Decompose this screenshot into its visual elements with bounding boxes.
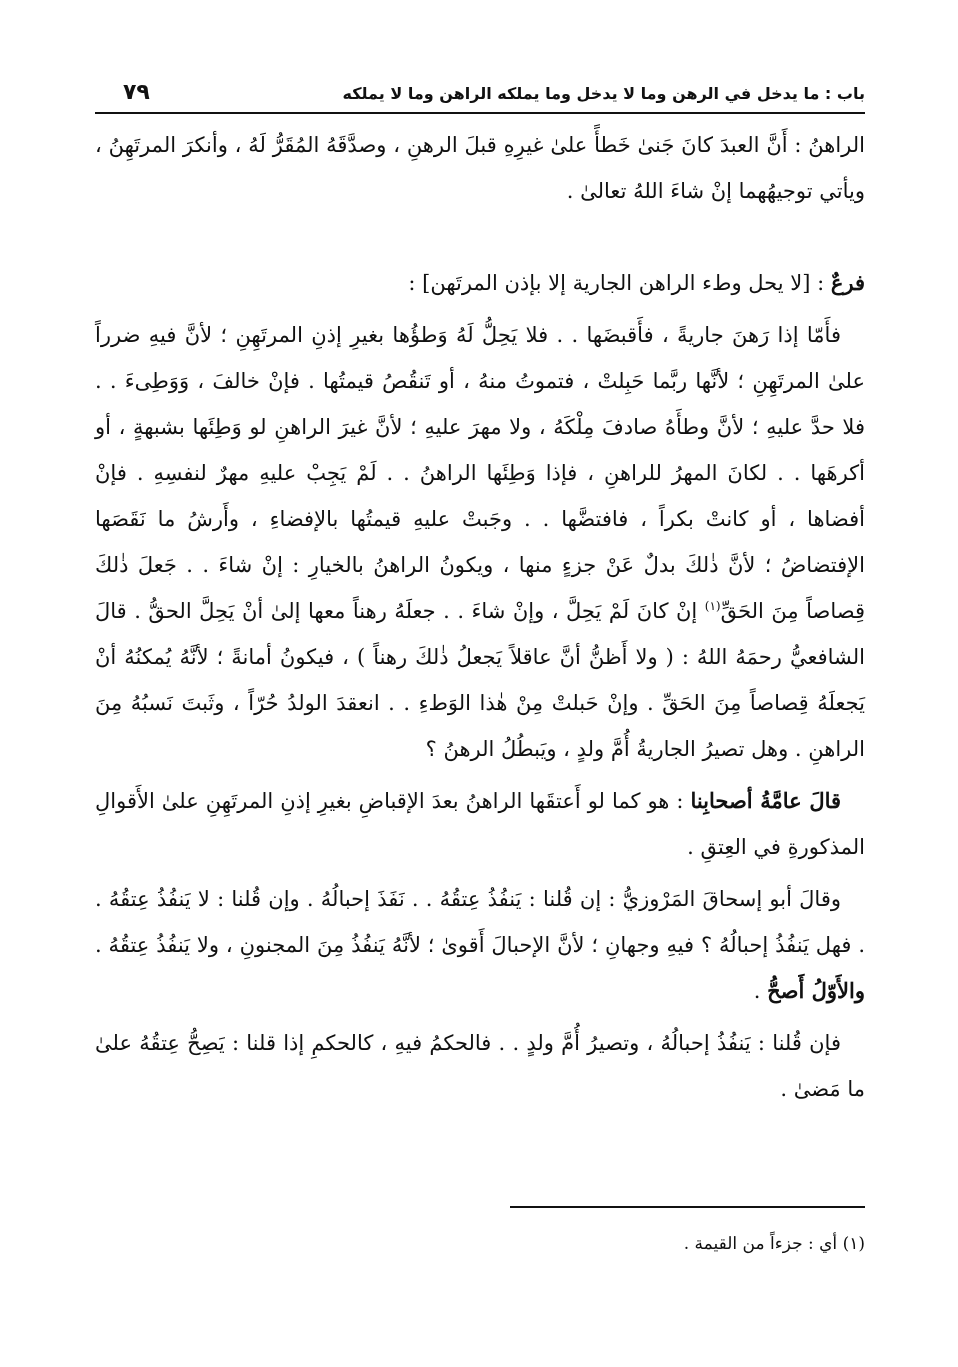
page-header xyxy=(95,78,865,114)
paragraph xyxy=(95,876,865,1014)
footnote-reference[interactable]: (١) xyxy=(704,599,721,613)
book-page xyxy=(95,78,865,1278)
paragraph-text: فإن قُلنا : يَنفُذُ إحبالُهُ ، وتصيرُ أُمَّ ولدٍ . . فالحكمُ فيهِ ، كالحكمِ إذا قلنا : يَصِحُّ عِتقُهُ علىٰ ما مَضىٰ . xyxy=(95,1031,865,1101)
page-number: ٧٩ xyxy=(123,80,150,105)
section-gap xyxy=(95,220,865,260)
paragraph-text: فأَمّا إذا رَهنَ جاريةً ، فأَقبضَها . . فلا يَحِلُّ لَهُ وَطؤُها بغيرِ إذنِ المرتَهِنِ ؛ لأنَّ فيهِ ضرراً علىٰ المرتَهِنِ ؛ لأنَّها ربَّما حَبِلتْ ، فتموتُ منهُ ، أو تَنقُصُ قيمتُها . فإنْ خالفَ ، وَوَطِىءَ . . فلا حدَّ عليهِ ؛ لأنَّ وطأَهُ صادفَ مِلْكَهُ ، ولا مهرَ عليهِ ؛ لأنَّ غيرَ الراهنِ لو وَطِئَها بشبهةٍ ، أو أكرهَها . . لكانَ المهرُ للراهنِ ، فإذا وَطِئَها الراهنُ . . لَمْ يَجِبْ عليهِ مهرٌ لنفسِهِ . فإنْ أفضاها ، أو كانتْ بكراً ، فافتضَّها . . وجَبتْ عليهِ قيمتُها بالإفضاءِ ، وأَرشُ ما نَقَصَها الإفتضاضُ ؛ لأنَّ ذٰلكَ بدلٌ عَنْ جزءٍ منها ، ويكونُ الراهنُ بالخيارِ : إنْ شاءَ . . جَعلَ ذٰلكَ قِصاصاً مِنَ الحَقِّ xyxy=(95,323,865,623)
paragraph-bold-tail: والأَوّلُ أَصحُّ xyxy=(767,978,865,1003)
footnote-divider xyxy=(510,1206,865,1208)
paragraph-text: الراهنُ : أَنَّ العبدَ كانَ جَنىٰ خَطأً علىٰ غيرِهِ قبلَ الرهنِ ، وصدَّقَهُ المُقَرُّ لَهُ ، وأنكرَ المرتَهِنُ ، ويأتي توجيهُهما إنْ شاءَ اللهُ تعالىٰ . xyxy=(95,133,865,203)
section-heading-text: : [لا يحل وطء الراهن الجارية إلا بإذن المرتَهن] : xyxy=(408,271,831,295)
paragraph-lead: قالَ عامَّةُ أصحابِنا xyxy=(690,788,842,813)
paragraph xyxy=(95,1020,865,1112)
paragraph-text: إنْ كانَ لَمْ يَحِلَّ ، وإنْ شاءَ . . جعلَهُ رهناً معها إلىٰ أنْ يَحِلَّ الحقُّ . قالَ الشافعيُّ رحمَهُ اللهُ : ( ولا أَظنُّ أنَّ عاقلاً يَجعلُ ذٰلكَ رهناً ) ، فيكونُ أمانةً ؛ لأنَّهُ يُمكنُهُ أنْ يَجعلَهُ قِصاصاً مِنَ الحَقِّ . وإنْ حَبلتْ مِنْ هٰذا الوَطءِ . . انعقدَ الولدُ حُرّاً ، وثَبتَ نَسبُهُ مِنَ الراهنِ . وهل تصيرُ الجاريةُ أُمَّ ولدٍ ، ويَبطُلُ الرهنُ ؟ xyxy=(95,599,865,761)
paragraph-tail: . xyxy=(753,979,768,1003)
footnote-text: أي : جزءاً من القيمة . xyxy=(683,1234,838,1254)
footnote xyxy=(684,1234,865,1254)
main-text xyxy=(95,122,865,1112)
section-heading-lead: فرعٌ xyxy=(830,270,865,295)
paragraph xyxy=(95,778,865,870)
paragraph-text: : هو كما لو أَعتقَها الراهنُ بعدَ الإقباضِ بغيرِ إذنِ المرتَهِنِ علىٰ الأَقوالِ المذكورةِ في العِتقِ . xyxy=(95,789,865,859)
paragraph xyxy=(95,312,865,772)
footnote-number: (١) xyxy=(842,1234,865,1254)
paragraph xyxy=(95,122,865,214)
section-heading xyxy=(95,260,865,306)
paragraph-text: وقالَ أبو إسحاقَ المَرْوزيُّ : إن قُلنا : يَنفُذُ عِتقُهُ . . نَفَذَ إحبالُهُ . وإن قُلنا : لا يَنفُذُ عِتقُهُ . . فهل يَنفُذُ إحبالُهُ ؟ فيهِ وجهانِ ؛ لأنَّ الإحبالَ أَقوىٰ ؛ لأنَّهُ يَنفُذُ مِنَ المجنونِ ، ولا يَنفُذُ عِتقُهُ . xyxy=(95,887,865,957)
running-head: باب : ما يدخل في الرهن وما لا يدخل وما يملكه الراهن وما لا يملكه xyxy=(342,84,865,103)
